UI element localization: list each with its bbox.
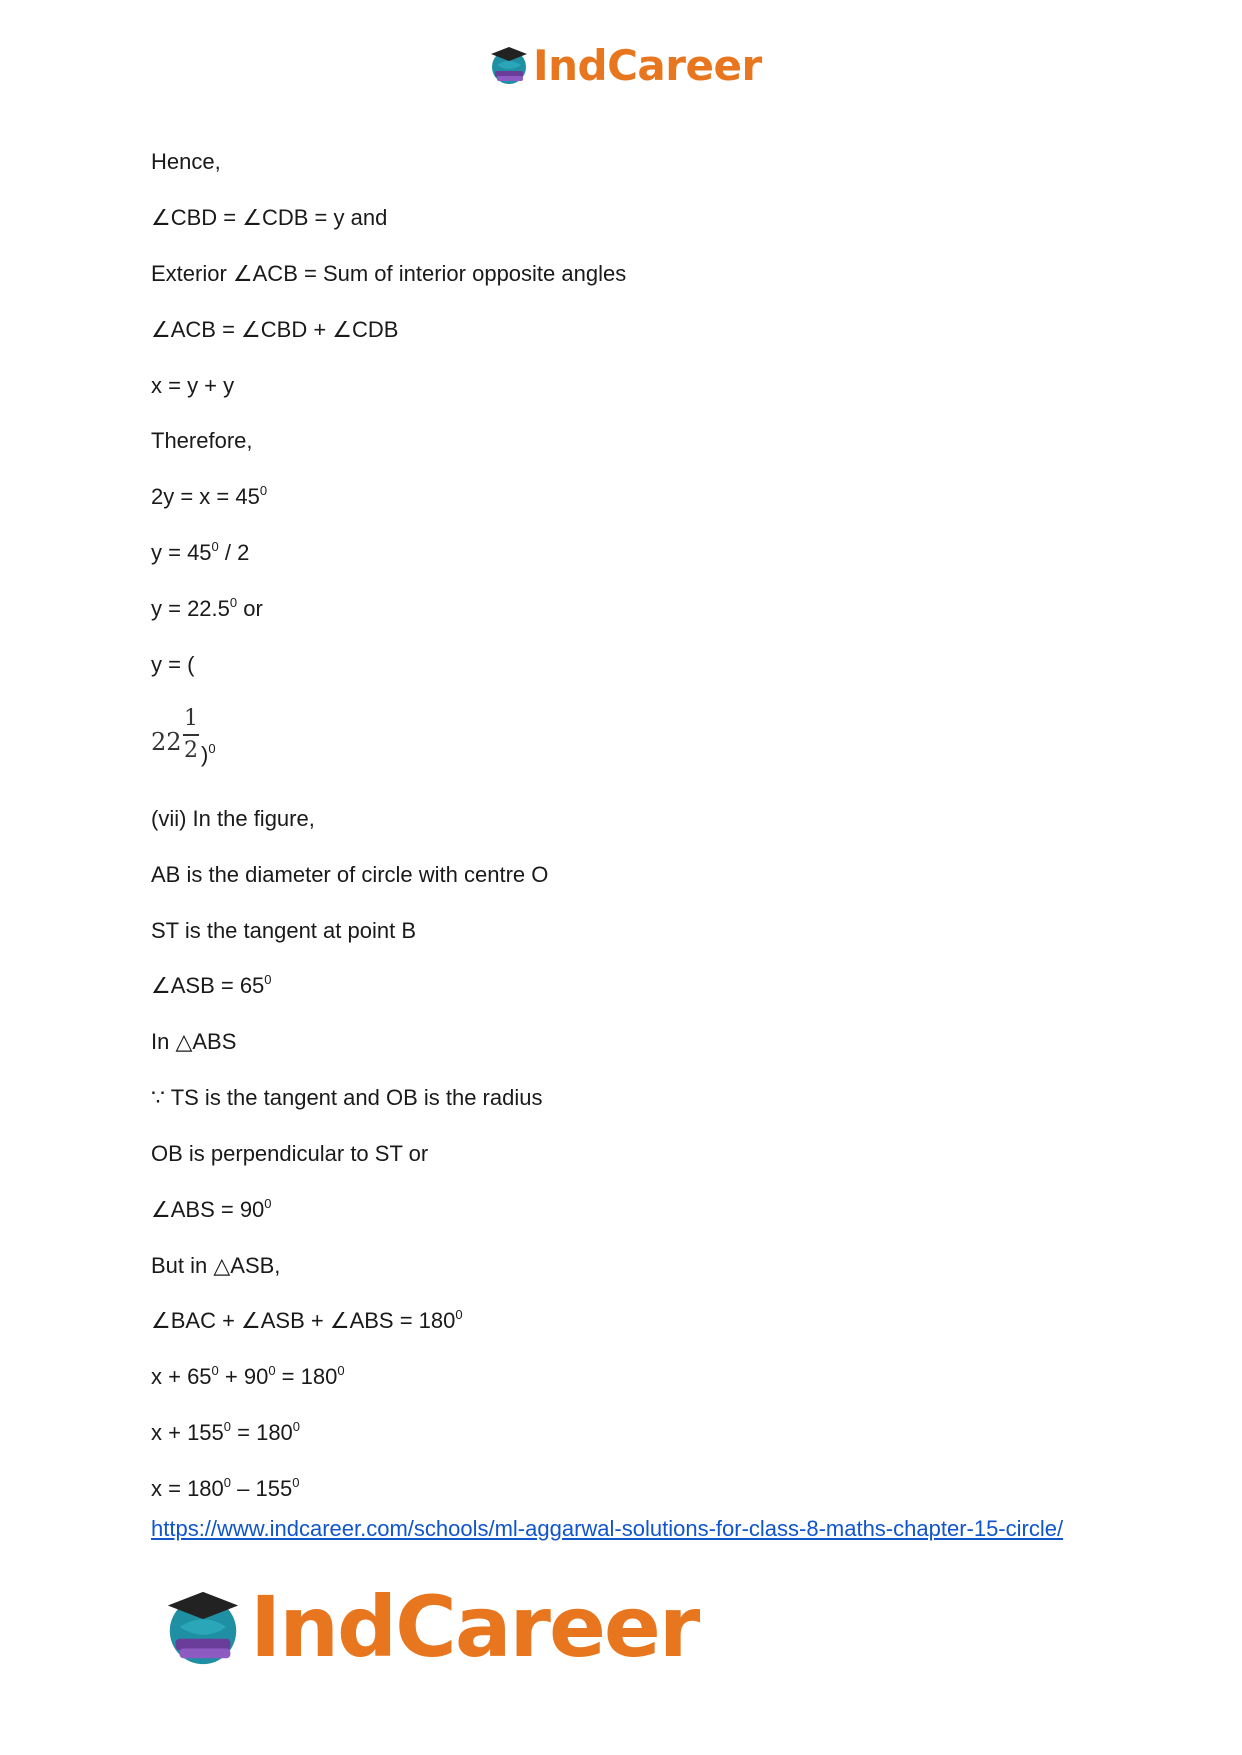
text-line: x = y + y (151, 373, 235, 398)
text-line: ∠ABS = $90^0$ (151, 1196, 272, 1222)
text-line: ∠ACB = ∠CBD + ∠CDB (151, 317, 399, 342)
text-line: ∠ASB = $65^0$ (151, 972, 272, 998)
header-logo (487, 42, 762, 88)
fraction-whole: 22 (151, 728, 182, 756)
text-line: ∠BAC + ∠ASB + ∠ABS = $180^0$ (151, 1307, 463, 1333)
text-line: $y = 22.5^0$ or (151, 595, 263, 621)
fraction-bar (183, 734, 199, 736)
text-line: $y = 45^0 / 2$ (151, 539, 250, 565)
text-line: AB is the diameter of circle with centre O (151, 862, 549, 887)
fraction (183, 706, 199, 764)
text-line: Hence, (151, 149, 221, 174)
text-line: OB is perpendicular to ST or (151, 1141, 429, 1166)
text-line: y = ( (151, 652, 195, 677)
footer-logo (160, 1578, 699, 1676)
graduation-cap-globe-books-icon (487, 43, 531, 87)
text-line: Therefore, (151, 428, 253, 453)
text-line: ∵ TS is the tangent and OB is the radius (151, 1085, 543, 1110)
text-line: (vii) In the figure, (151, 806, 315, 831)
text-line: $x + 155^0 = 180^0$ (151, 1419, 301, 1445)
text-line: Exterior ∠ACB = Sum of interior opposite angles (151, 261, 627, 286)
text-line: ∠CBD = ∠CDB = y and (151, 205, 388, 230)
brand-name: IndCareer (250, 1578, 699, 1676)
text-line: But in △ASB, (151, 1253, 281, 1278)
fraction-close: )$^0$ (201, 741, 216, 767)
text-line: $2y = x = 45^0$ (151, 483, 268, 509)
fraction-numerator: 1 (184, 706, 198, 731)
text-line: $x + 65^0 + 90^0 = 180^0$ (151, 1363, 345, 1389)
source-link[interactable]: https://www.indcareer.com/schools/ml-aggarwal-solutions-for-class-8-maths-chapter-15-circle/ (151, 1516, 1064, 1541)
text-line: ST is the tangent at point B (151, 918, 416, 943)
fraction-denominator: 2 (184, 737, 198, 763)
graduation-cap-globe-books-icon (160, 1584, 246, 1670)
brand-name: IndCareer (533, 40, 762, 90)
text-line: $x = 180^0 - 155^0$ (151, 1475, 300, 1501)
text-line: In △ABS (151, 1029, 237, 1054)
